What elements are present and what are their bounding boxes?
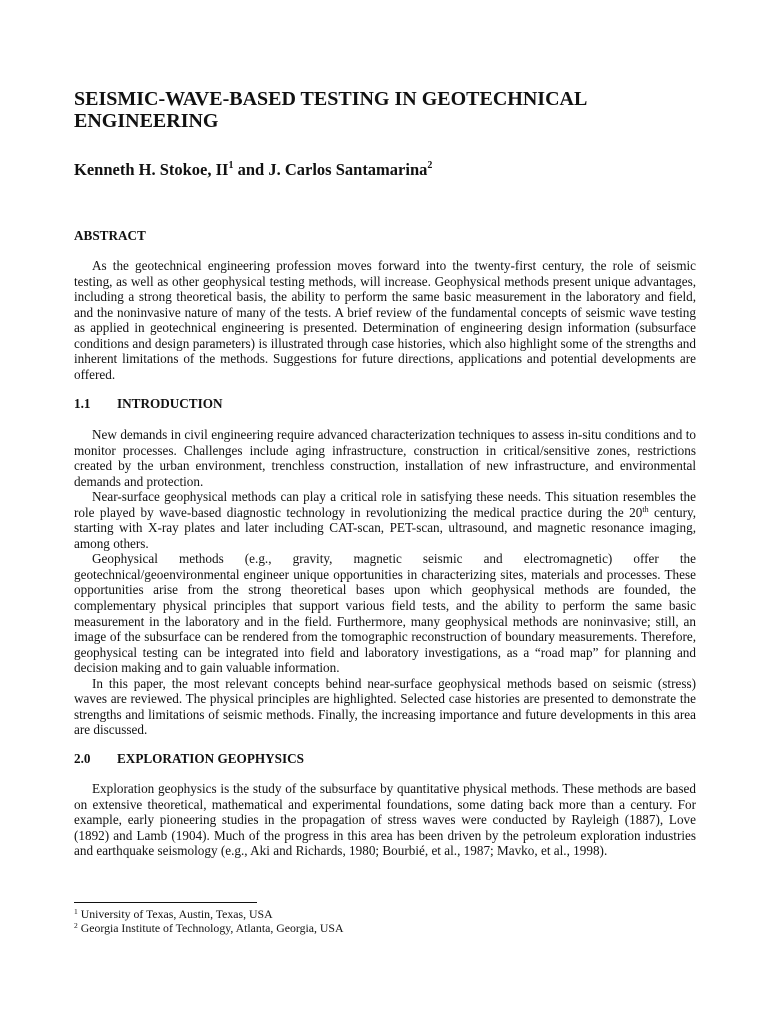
footnote-separator xyxy=(74,902,257,903)
footnote-mark: 1 xyxy=(74,907,78,916)
intro-paragraph-3: Geophysical methods (e.g., gravity, magnetic seismic and electromagnetic) offer the geotechnical/geoenvironmental engineer unique opportunities in characterizing sites, materials and processes. These opportunities arise from the strong theoretical bases upon which geophysical methods are founded, the complementary physical principles that support various field tests, and the ability to perform the same basic measurement in the laboratory and in the field. Furthermore, many geophysical methods are noninvasive; still, an image of the subsurface can be rendered from the tomographic reconstruction of boundary measurements. Therefore, geophysical testing can be integrated into field and laboratory investigations, as a “road map” for planning and decision making and to gain valuable information. xyxy=(74,551,696,676)
abstract-paragraph: As the geotechnical engineering profession moves forward into the twenty-first century, the role of seismic testing, as well as other geophysical testing methods, will increase. Geophysical methods present unique advantages, including a strong theoretical basis, the ability to perform the same basic measurement in the laboratory and field, and the noninvasive nature of many of the tests. A brief review of the fundamental concepts of seismic wave testing as applied in geotechnical engineering is presented. Determination of engineering design information (subsurface conditions and design parameters) is illustrated through case histories, which also highlight some of the strengths and inherent limitations of the methods. Suggestions for future directions, applications and potential developments are offered. xyxy=(74,258,696,382)
author-line xyxy=(74,160,432,180)
abstract-body xyxy=(74,258,696,382)
intro-paragraph-1: New demands in civil engineering require advanced characterization techniques to assess in-situ conditions and to monitor processes. Challenges include aging infrastructure, construction in critical/sensitive zones, restrictions created by the urban environment, trenchless construction, installation of new infrastructure, and environmental demands and protection. xyxy=(74,427,696,489)
exploration-heading xyxy=(74,751,304,767)
author-2-name: J. Carlos Santamarina xyxy=(268,160,428,179)
section-title: EXPLORATION GEOPHYSICS xyxy=(117,751,304,766)
footnote-text: University of Texas, Austin, Texas, USA xyxy=(77,907,273,921)
intro-paragraph-2-text-b: century, starting with X-ray plates and later including CAT-scan, PET-scan, ultrasound, and magnetic resonance imaging, among others. xyxy=(74,504,697,551)
exploration-body xyxy=(74,781,696,859)
footnote-text: Georgia Institute of Technology, Atlanta, Georgia, USA xyxy=(77,921,344,935)
footnote-mark: 2 xyxy=(74,921,78,930)
footnote-2 xyxy=(74,921,344,935)
abstract-heading: ABSTRACT xyxy=(74,228,146,243)
section-number: 2.0 xyxy=(74,751,91,766)
footnotes xyxy=(74,907,344,935)
author-1-name: Kenneth H. Stokoe, II xyxy=(74,160,229,179)
author-connector: and xyxy=(233,160,269,179)
introduction-body xyxy=(74,427,696,738)
exploration-paragraph-1: Exploration geophysics is the study of the subsurface by quantitative physical methods. These methods are based on extensive theoretical, mathematical and experimental foundations, some dating back more than a century. For example, early pioneering studies in the propagation of stress waves were conducted by Rayleigh (1887), Love (1892) and Lamb (1904). Much of the progress in this area has been driven by the petroleum exploration industries and earthquake seismology (e.g., Aki and Richards, 1980; Bourbié, et al., 1987; Mavko, et al., 1998). xyxy=(74,781,696,859)
intro-paragraph-4: In this paper, the most relevant concepts behind near-surface geophysical methods based on seismic (stress) waves are reviewed. The physical principles are highlighted. Selected case histories are presented to demonstrate the strengths and limitations of seismic methods. Finally, the increasing importance and future developments in this area are discussed. xyxy=(74,675,696,738)
ordinal-suffix: th xyxy=(642,504,649,514)
footnote-1 xyxy=(74,907,344,921)
section-title: INTRODUCTION xyxy=(117,396,223,411)
intro-paragraph-2-text-a: Near-surface geophysical methods can play a critical role in satisfying these needs. This situation resembles the role played by wave-based diagnostic technology in revolutionizing the medical practice during the 20 xyxy=(74,489,696,520)
section-number: 1.1 xyxy=(74,396,91,411)
introduction-heading xyxy=(74,396,223,412)
intro-paragraph-2 xyxy=(74,489,696,551)
author-2-affiliation-mark: 2 xyxy=(427,160,433,171)
author-1-affiliation-mark: 1 xyxy=(228,160,234,171)
paper-title: SEISMIC-WAVE-BASED TESTING IN GEOTECHNICAL ENGINEERING xyxy=(74,88,587,132)
